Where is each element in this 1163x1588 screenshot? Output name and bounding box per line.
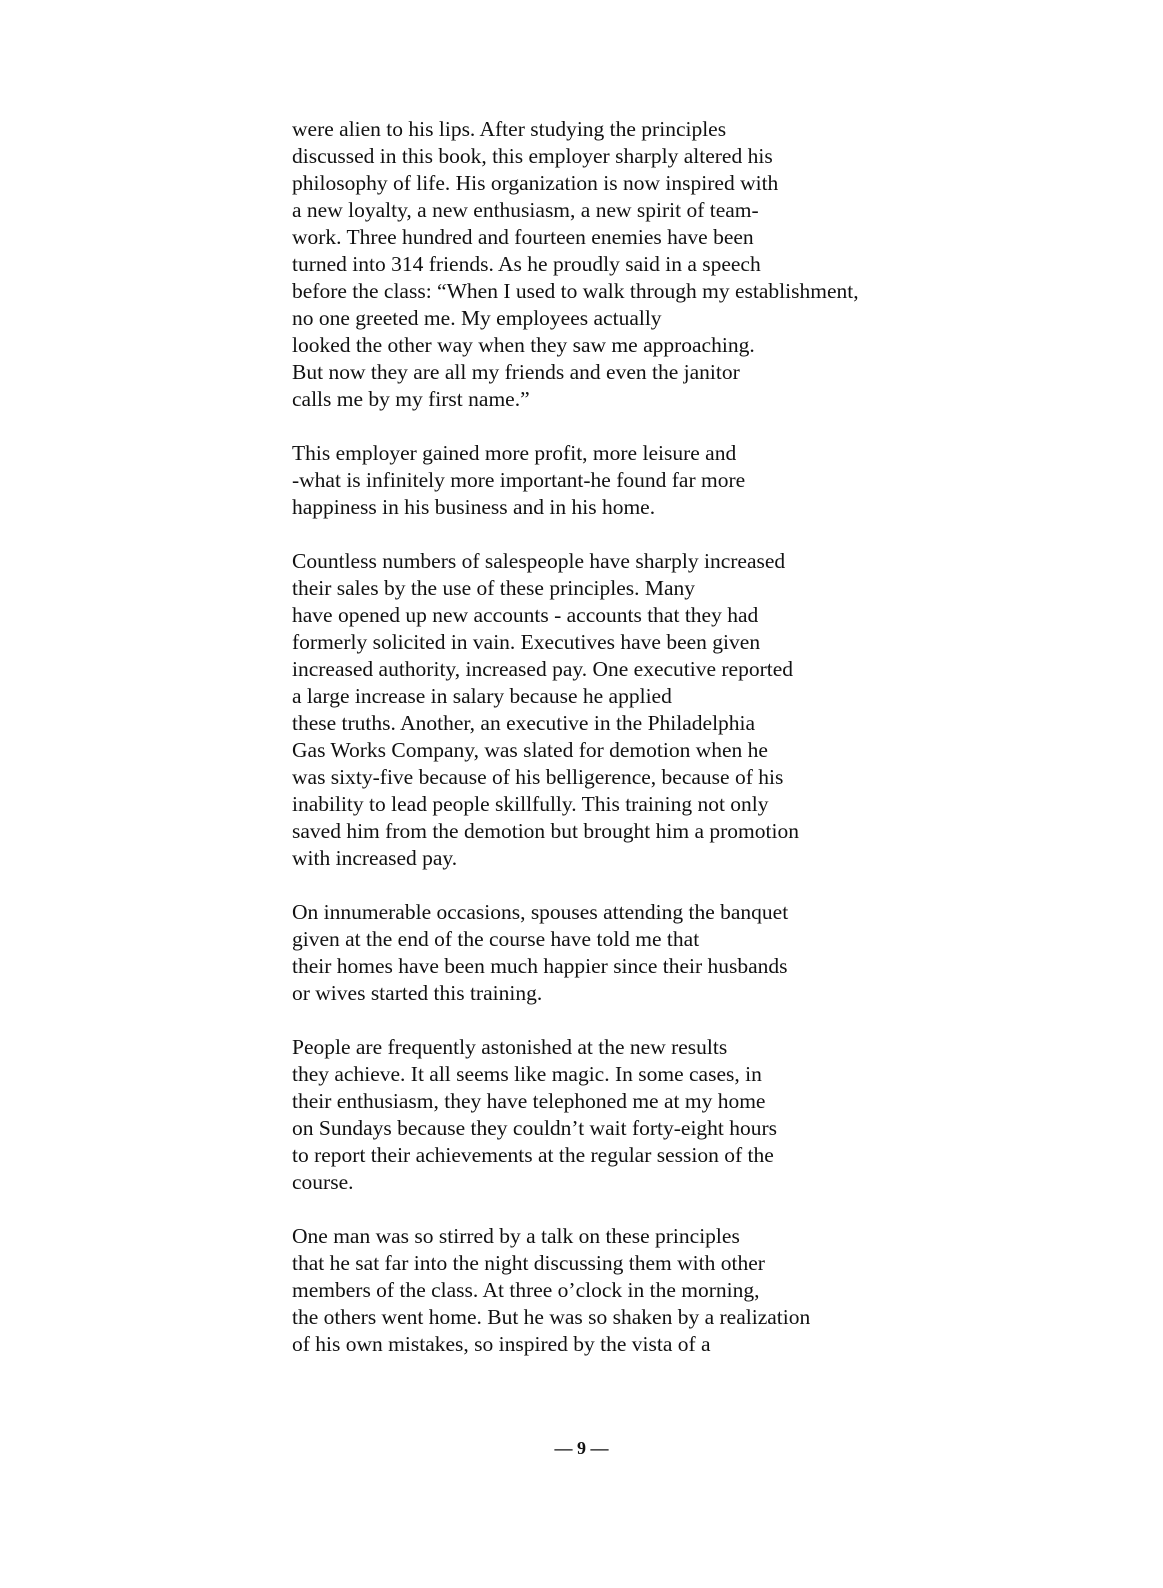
- page-number: — 9 —: [554, 1438, 609, 1458]
- text-line: with increased pay.: [292, 846, 458, 870]
- text-line: looked the other way when they saw me approaching.: [292, 333, 755, 357]
- text-line: their sales by the use of these principles. Many: [292, 576, 696, 600]
- text-line: the others went home. But he was so shaken by a realization: [292, 1305, 811, 1329]
- text-line: their enthusiasm, they have telephoned me at my home: [292, 1089, 766, 1113]
- text-line: increased authority, increased pay. One executive reported: [292, 657, 794, 681]
- text-line: -what is infinitely more important-he found far more: [292, 468, 746, 492]
- text-line: to report their achievements at the regular session of the: [292, 1143, 774, 1167]
- paragraph: [292, 1223, 1012, 1358]
- text-line: turned into 314 friends. As he proudly said in a speech: [292, 252, 761, 276]
- text-line: given at the end of the course have told me that: [292, 927, 700, 951]
- text-line: no one greeted me. My employees actually: [292, 306, 662, 330]
- text-line: were alien to his lips. After studying the principles: [292, 117, 727, 141]
- text-line: they achieve. It all seems like magic. In some cases, in: [292, 1062, 762, 1086]
- paragraph: [292, 899, 1012, 1007]
- text-line: before the class: “When I used to walk through my establishment,: [292, 279, 859, 303]
- text-line: or wives started this training.: [292, 981, 543, 1005]
- text-line: This employer gained more profit, more leisure and: [292, 441, 737, 465]
- text-line: Gas Works Company, was slated for demotion when he: [292, 738, 768, 762]
- paragraph: [292, 548, 1012, 872]
- text-line: work. Three hundred and fourteen enemies have been: [292, 225, 754, 249]
- text-line: But now they are all my friends and even the janitor: [292, 360, 740, 384]
- text-line: Countless numbers of salespeople have sharply increased: [292, 549, 786, 573]
- paragraph: [292, 1034, 1012, 1196]
- text-line: discussed in this book, this employer sharply altered his: [292, 144, 773, 168]
- text-line: was sixty-five because of his belligerence, because of his: [292, 765, 784, 789]
- text-line: these truths. Another, an executive in the Philadelphia: [292, 711, 756, 735]
- text-line: calls me by my first name.”: [292, 387, 530, 411]
- text-line: members of the class. At three o’clock in the morning,: [292, 1278, 760, 1302]
- text-line: a new loyalty, a new enthusiasm, a new spirit of team-: [292, 198, 759, 222]
- text-line: of his own mistakes, so inspired by the vista of a: [292, 1332, 711, 1356]
- text-line: formerly solicited in vain. Executives have been given: [292, 630, 761, 654]
- paragraph: [292, 440, 1012, 521]
- text-line: have opened up new accounts - accounts that they had: [292, 603, 759, 627]
- text-line: a large increase in salary because he applied: [292, 684, 672, 708]
- text-line: course.: [292, 1170, 354, 1194]
- text-line: philosophy of life. His organization is now inspired with: [292, 171, 779, 195]
- text-line: On innumerable occasions, spouses attending the banquet: [292, 900, 789, 924]
- text-line: happiness in his business and in his home.: [292, 495, 656, 519]
- text-line: One man was so stirred by a talk on these principles: [292, 1224, 740, 1248]
- text-line: saved him from the demotion but brought him a promotion: [292, 819, 799, 843]
- text-line: People are frequently astonished at the new results: [292, 1035, 728, 1059]
- text-line: inability to lead people skillfully. This training not only: [292, 792, 769, 816]
- paragraph: [292, 116, 1012, 413]
- text-line: that he sat far into the night discussing them with other: [292, 1251, 765, 1275]
- body-text: [292, 116, 1012, 1385]
- text-line: on Sundays because they couldn’t wait forty-eight hours: [292, 1116, 778, 1140]
- text-line: their homes have been much happier since their husbands: [292, 954, 788, 978]
